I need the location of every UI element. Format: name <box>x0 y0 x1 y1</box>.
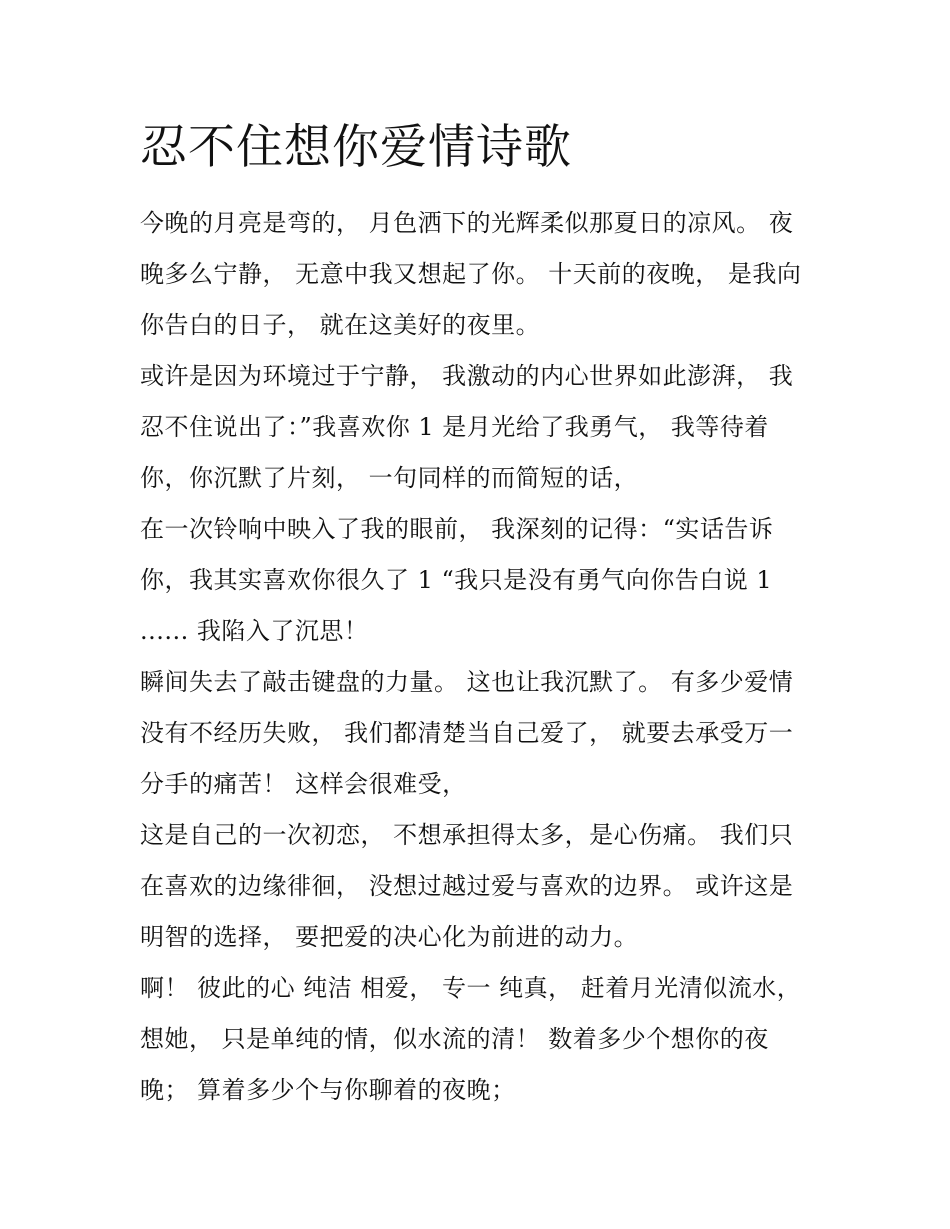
text-line: 在喜欢的边缘徘徊， 没想过越过爱与喜欢的边界。 或许这是 <box>140 872 794 900</box>
document-title: 忍不住想你爱情诗歌 <box>140 120 572 175</box>
text-line: 想她， 只是单纯的情，似水流的清！ 数着多少个想你的夜 <box>140 1025 769 1053</box>
text-line: 晚多么宁静， 无意中我又想起了你。 十天前的夜晚， 是我向 <box>140 260 802 288</box>
text-line: ...... 我陷入了沉思！ <box>140 617 369 645</box>
text-line: 今晚的月亮是弯的， 月色洒下的光辉柔似那夏日的凉风。 夜 <box>140 209 794 237</box>
text-line: 你，我其实喜欢你很久了 1 “我只是没有勇气向你告白说 1 <box>140 566 773 594</box>
text-line: 忍不住说出了：”我喜欢你 1 是月光给了我勇气， 我等待着 <box>140 413 769 441</box>
text-line: 分手的痛苦！ 这样会很难受， <box>140 770 467 798</box>
text-line: 晚； 算着多少个与你聊着的夜晚； <box>140 1076 516 1104</box>
text-line: 或许是因为环境过于宁静， 我激动的内心世界如此澎湃， 我 <box>140 362 794 390</box>
text-line: 没有不经历失败， 我们都清楚当自己爱了， 就要去承受万一 <box>140 719 794 747</box>
text-line: 明智的选择， 要把爱的决心化为前进的动力。 <box>140 923 639 951</box>
text-line: 在一次铃响中映入了我的眼前， 我深刻的记得：“实话告诉 <box>140 515 774 543</box>
text-line: 啊！ 彼此的心 纯洁 相爱， 专一 纯真， 赶着月光清似流水， <box>140 974 802 1002</box>
text-line: 瞬间失去了敲击键盘的力量。 这也让我沉默了。 有多少爱情 <box>140 668 794 696</box>
text-line: 这是自己的一次初恋， 不想承担得太多，是心伤痛。 我们只 <box>140 821 794 849</box>
poem-body <box>140 198 820 1116</box>
text-line: 你告白的日子， 就在这美好的夜里。 <box>140 311 541 339</box>
text-line: 你，你沉默了片刻， 一句同样的而简短的话， <box>140 464 639 492</box>
